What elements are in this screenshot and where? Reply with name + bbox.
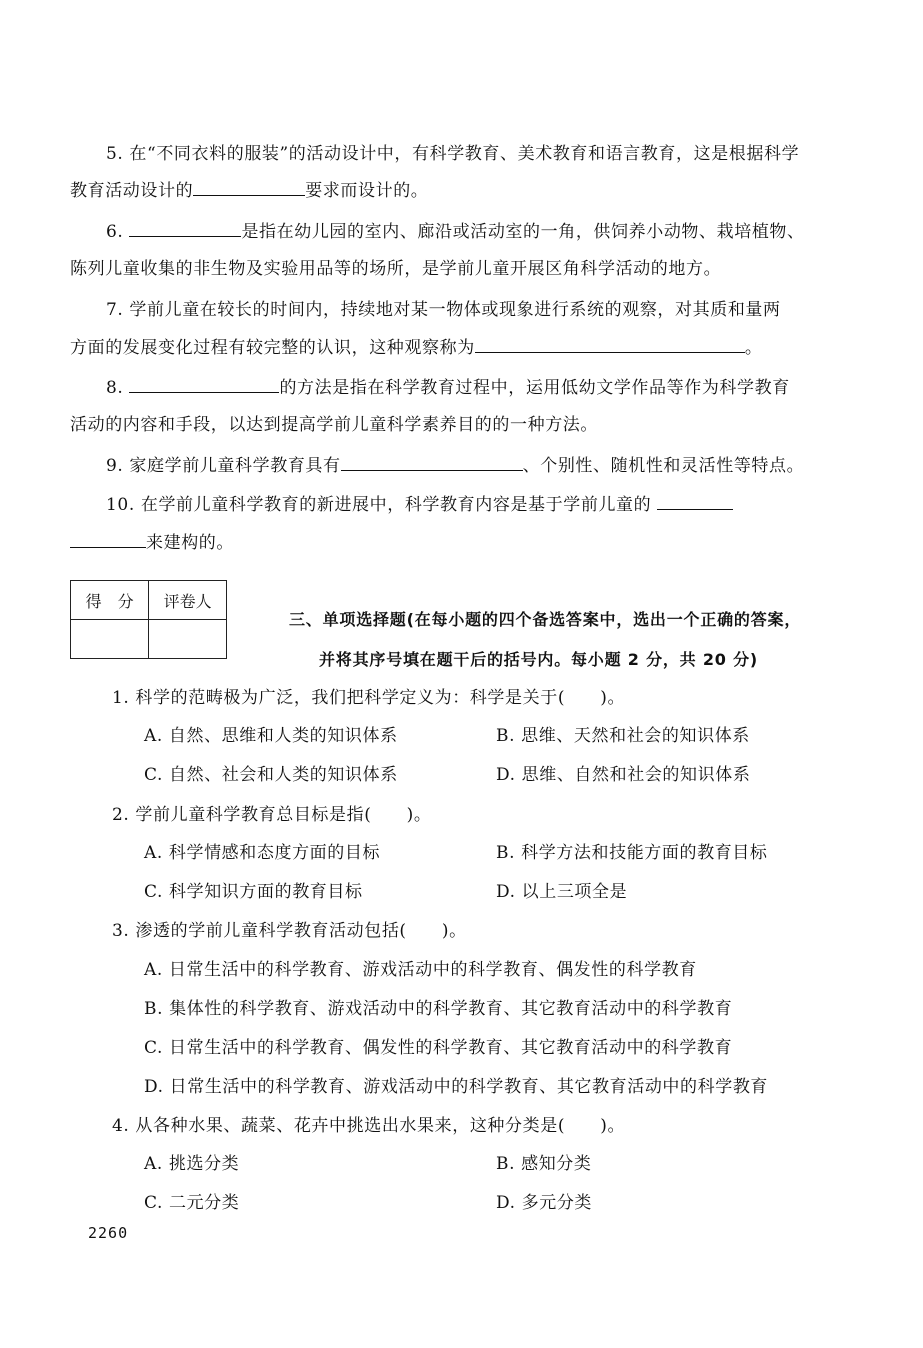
q8-text-after: 的方法是指在科学教育过程中，运用低幼文学作品等作为科学教育 [279,378,790,398]
mc-q4-option-a: A. 挑选分类 [144,1154,240,1174]
mc-q4-option-b: B. 感知分类 [496,1154,592,1174]
q7-blank [475,338,745,353]
q10-text: 10. 在学前儿童科学教育的新进展中，科学教育内容是基于学前儿童的 [106,495,652,515]
page-number: 2260 [88,1224,129,1242]
mc-q2-option-a: A. 科学情感和态度方面的目标 [144,843,381,863]
mc-q4-option-d: D. 多元分类 [496,1193,593,1213]
q6-text-after: 是指在幼儿园的室内、廊沿或活动室的一角，供饲养小动物、栽培植物、 [241,222,805,242]
q10-text-after: 来建构的。 [146,533,234,553]
mc-q2-option-d: D. 以上三项全是 [496,882,628,902]
q6-number: 6. [106,222,124,242]
q6-line2: 陈列儿童收集的非生物及实验用品等的场所，是学前儿童开展区角科学活动的地方。 [70,259,722,279]
section3-title-line1: 三、单项选择题(在每小题的四个备选答案中，选出一个正确的答案， [289,610,802,629]
score-box [70,580,227,659]
q10-line2 [70,531,234,555]
mc-q4-option-c: C. 二元分类 [144,1193,240,1213]
grader-cell[interactable] [149,620,227,659]
q5-text-after: 要求而设计的。 [305,181,429,201]
q10-blank-1 [657,495,733,510]
mc-q1-option-b: B. 思维、天然和社会的知识体系 [496,726,750,746]
q9-text-before: 9. 家庭学前儿童科学教育具有 [106,456,341,476]
section3-title-line2: 并将其序号填在题干后的括号内。每小题 2 分，共 20 分) [319,650,758,669]
mc-q1-option-c: C. 自然、社会和人类的知识体系 [144,765,398,785]
q5-line2 [70,179,428,203]
q7-text-before: 方面的发展变化过程有较完整的认识，这种观察称为 [70,338,475,358]
q7-line1: 7. 学前儿童在较长的时间内，持续地对某一物体或现象进行系统的观察，对其质和量两 [106,300,781,320]
grader-label: 评卷人 [149,581,227,620]
mc-q3-option-a: A. 日常生活中的科学教育、游戏活动中的科学教育、偶发性的科学教育 [144,960,697,980]
q8-line1 [106,376,790,400]
q6-blank [129,222,241,237]
mc-q4-stem: 4. 从各种水果、蔬菜、花卉中挑选出水果来，这种分类是( )。 [112,1116,626,1136]
mc-q1-stem: 1. 科学的范畴极为广泛，我们把科学定义为：科学是关于( )。 [112,688,626,708]
mc-q3-stem: 3. 渗透的学前儿童科学教育活动包括( )。 [112,921,467,941]
mc-q1-option-a: A. 自然、思维和人类的知识体系 [144,726,398,746]
q8-blank [129,378,279,393]
mc-q3-option-d: D. 日常生活中的科学教育、游戏活动中的科学教育、其它教育活动中的科学教育 [144,1077,769,1097]
mc-q3-option-b: B. 集体性的科学教育、游戏活动中的科学教育、其它教育活动中的科学教育 [144,999,733,1019]
q5-text-before: 教育活动设计的 [70,181,194,201]
q7-line2 [70,336,762,360]
score-label: 得 分 [71,581,149,620]
score-cell[interactable] [71,620,149,659]
q5-blank [193,181,305,196]
q8-number: 8. [106,378,124,398]
q9-text-after: 、个别性、随机性和灵活性等特点。 [522,456,805,476]
mc-q2-option-c: C. 科学知识方面的教育目标 [144,882,363,902]
mc-q2-stem: 2. 学前儿童科学教育总目标是指( )。 [112,805,432,825]
mc-q2-option-b: B. 科学方法和技能方面的教育目标 [496,843,768,863]
q9-line [106,454,804,478]
q9-blank [341,456,523,471]
q5-line1: 5. 在“不同衣料的服装”的活动设计中，有科学教育、美术教育和语言教育，这是根据科学 [106,144,800,164]
q8-line2: 活动的内容和手段，以达到提高学前儿童科学素养目的的一种方法。 [70,415,598,435]
q10-line1 [106,493,733,517]
q6-line1 [106,220,805,244]
q10-blank-2 [70,533,146,548]
q7-text-after: 。 [744,338,763,358]
mc-q3-option-c: C. 日常生活中的科学教育、偶发性的科学教育、其它教育活动中的科学教育 [144,1038,733,1058]
mc-q1-option-d: D. 思维、自然和社会的知识体系 [496,765,751,785]
